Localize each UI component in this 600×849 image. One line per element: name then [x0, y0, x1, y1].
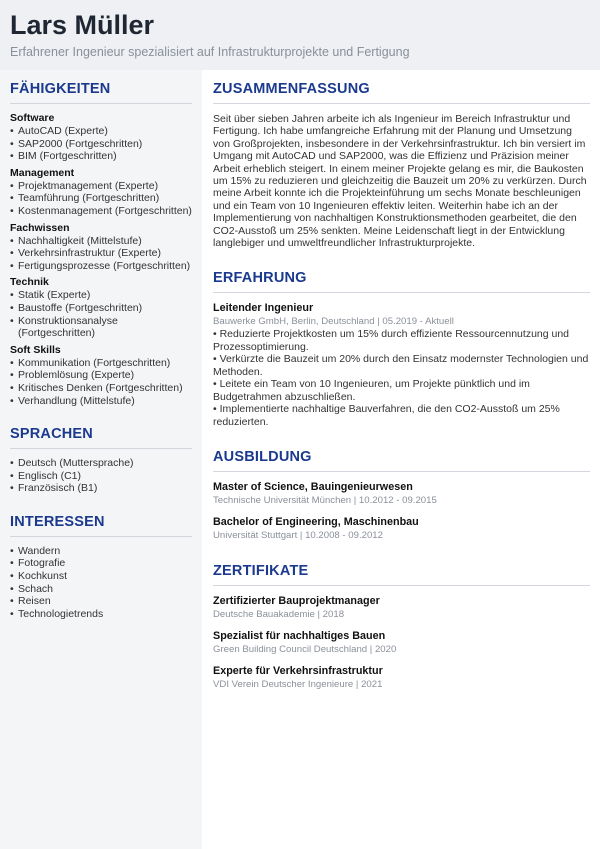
bullet-dot: •	[10, 582, 14, 595]
list-item-text: Französisch (B1)	[18, 482, 98, 495]
job-bullets	[213, 328, 590, 428]
list-item-text: Reisen	[18, 595, 51, 608]
degree-title: Bachelor of Engineering, Maschinenbau	[213, 516, 419, 529]
certificate-meta: VDI Verein Deutscher Ingenieure | 2021	[213, 679, 383, 691]
experience-list	[213, 302, 590, 428]
experience-section	[213, 269, 590, 428]
list-item	[10, 570, 192, 583]
list-item-text: Projektmanagement (Experte)	[18, 179, 159, 192]
education-entry	[213, 516, 590, 542]
list-item	[10, 395, 192, 408]
bullet-dot: •	[10, 356, 14, 369]
interests-list	[10, 545, 192, 621]
skill-category-list	[10, 289, 192, 339]
skill-category-title: Soft Skills	[10, 343, 61, 356]
education-entry	[213, 481, 590, 507]
bullet-dot: •	[10, 204, 14, 217]
experience-title: ERFAHRUNG	[213, 269, 590, 293]
certificate-meta: Deutsche Bauakademie | 2018	[213, 609, 345, 621]
summary-text: Seit über sieben Jahren arbeite ich als Ingenieur im Bereich Infrastruktur und Fertigung. Ich habe umfangreiche Erfahrung mit der Planung und Umsetzung von Großprojekten, insbesondere in der Verkehrsinfrastruktur. Ich bin versiert im Umgang mit AutoCAD und SAP2000, was die Effizienz und Präzision meiner Arbeit erheblich steigert. In einem meiner Projekte gelang es mir, die Baukosten um 15% zu reduzieren und gleichzeitig die Bauzeit um 20% zu verkürzen. Durch meine Arbeit konnte ich die Projekteinführung um sechs Monate beschleunigen und ein Team von 10 Ingenieuren effektiv leiten. Weiterhin habe ich an der Implementierung von nachhaltigen Konstruktionsmethoden gearbeitet, die den CO2-Ausstoß um 25% senkten. Meine Leidenschaft liegt in der Entwicklung langlebiger und umweltfreundlicher Infrastrukturprojekte.	[213, 113, 587, 250]
bullet-dot: •	[10, 137, 14, 150]
list-item	[10, 369, 192, 382]
list-item	[10, 150, 192, 163]
bullet-dot: •	[10, 607, 14, 620]
list-item	[10, 595, 192, 608]
bullet-dot: •	[10, 125, 14, 137]
list-item	[10, 192, 192, 205]
list-item-text: Kostenmanagement (Fortgeschritten)	[18, 204, 192, 217]
bullet-dot: •	[10, 457, 14, 470]
list-item	[10, 357, 192, 370]
languages-section	[10, 425, 192, 495]
degree-meta: Technische Universität München | 10.2012 - 09.2015	[213, 495, 437, 507]
education-section	[213, 448, 590, 542]
list-item-text: Technologietrends	[18, 607, 104, 620]
resume-header	[0, 0, 600, 70]
main-content	[202, 70, 600, 849]
certificate-meta: Green Building Council Deutschland | 2020	[213, 644, 397, 656]
certificate-entry	[213, 595, 590, 621]
list-item	[10, 125, 192, 138]
list-item	[10, 482, 192, 495]
interests-section	[10, 513, 192, 621]
degree-title: Master of Science, Bauingenieurwesen	[213, 481, 413, 494]
skill-category-list	[10, 180, 192, 218]
skill-category-title: Fachwissen	[10, 221, 70, 234]
list-item-text: Kritisches Denken (Fortgeschritten)	[18, 381, 183, 394]
languages-title: SPRACHEN	[10, 425, 192, 449]
list-item-text: Teamführung (Fortgeschritten)	[18, 192, 160, 205]
bullet-dot: •	[10, 469, 14, 482]
education-list	[213, 481, 590, 542]
list-item-text: Englisch (C1)	[18, 469, 82, 482]
summary-section	[213, 80, 590, 249]
list-item-text: Problemlösung (Experte)	[18, 369, 135, 382]
list-item-text: Verkehrsinfrastruktur (Experte)	[18, 247, 161, 260]
bullet-dot: •	[10, 314, 14, 327]
bullet-dot: •	[10, 595, 14, 608]
sidebar	[0, 70, 202, 849]
list-item-text: Fertigungsprozesse (Fortgeschritten)	[18, 259, 191, 272]
list-item-text: SAP2000 (Fortgeschritten)	[18, 137, 143, 150]
certificate-entry	[213, 630, 590, 656]
job-bullet: • Implementierte nachhaltige Bauverfahren, die den CO2-Ausstoß um 25% reduzierten.	[213, 403, 560, 428]
bullet-dot: •	[10, 289, 14, 302]
bullet-dot: •	[10, 369, 14, 382]
list-item	[10, 302, 192, 315]
skill-category-title: Technik	[10, 276, 49, 289]
job-bullet: • Reduzierte Projektkosten um 15% durch effiziente Ressourcennutzung und Prozessoptimierung.	[213, 328, 570, 353]
list-item-text: Nachhaltigkeit (Mittelstufe)	[18, 234, 142, 247]
bullet-dot: •	[10, 192, 14, 205]
skill-category-title: Software	[10, 112, 55, 124]
bullet-dot: •	[10, 381, 14, 394]
list-item-text: AutoCAD (Experte)	[18, 125, 108, 137]
skill-category-list	[10, 235, 192, 273]
bullet-dot: •	[10, 557, 14, 570]
skill-category-title: Management	[10, 166, 75, 179]
certificates-list	[213, 595, 590, 691]
bullet-dot: •	[10, 394, 14, 407]
list-item	[10, 247, 192, 260]
interests-title: INTERESSEN	[10, 513, 192, 537]
list-item	[10, 289, 192, 302]
list-item-text: Schach	[18, 582, 54, 595]
skills-title: FÄHIGKEITEN	[10, 80, 192, 104]
experience-entry	[213, 302, 590, 428]
bullet-dot: •	[10, 482, 14, 495]
job-title: Leitender Ingenieur	[213, 302, 314, 315]
list-item	[10, 583, 192, 596]
list-item	[10, 180, 192, 193]
skills-list	[10, 112, 192, 407]
job-bullet: • Verkürzte die Bauzeit um 20% durch den Einsatz modernster Technologien und Methoden.	[213, 353, 589, 378]
certificate-title: Spezialist für nachhaltiges Bauen	[213, 630, 386, 643]
list-item-text: Kochkunst	[18, 570, 68, 583]
list-item-text: Fotografie	[18, 557, 66, 570]
job-bullet: • Leitete ein Team von 10 Ingenieuren, um Projekte pünktlich und im Budgetrahmen abzuschließen.	[213, 378, 530, 403]
list-item-text: BIM (Fortgeschritten)	[18, 150, 117, 163]
bullet-dot: •	[10, 234, 14, 247]
skill-category-list	[10, 357, 192, 407]
certificates-section	[213, 562, 590, 691]
certificate-title: Experte für Verkehrsinfrastruktur	[213, 665, 383, 678]
certificate-title: Zertifizierter Bauprojektmanager	[213, 595, 380, 608]
list-item-text: Verhandlung (Mittelstufe)	[18, 394, 135, 407]
list-item-text: Konstruktionsanalyse (Fortgeschritten)	[18, 314, 118, 340]
list-item	[10, 235, 192, 248]
bullet-dot: •	[10, 570, 14, 583]
list-item-text: Baustoffe (Fortgeschritten)	[18, 301, 143, 314]
education-title: AUSBILDUNG	[213, 448, 590, 472]
list-item	[10, 545, 192, 558]
list-item	[10, 470, 192, 483]
resume-body	[0, 70, 600, 849]
languages-list	[10, 457, 192, 495]
list-item	[10, 138, 192, 151]
list-item	[10, 557, 192, 570]
bullet-dot: •	[10, 247, 14, 260]
summary-title: ZUSAMMENFASSUNG	[213, 80, 590, 104]
bullet-dot: •	[10, 544, 14, 557]
certificate-entry	[213, 665, 590, 691]
list-item-text: Deutsch (Muttersprache)	[18, 457, 134, 470]
bullet-dot: •	[10, 179, 14, 192]
list-item	[10, 382, 192, 395]
certificates-title: ZERTIFIKATE	[213, 562, 590, 586]
list-item	[10, 205, 192, 218]
job-meta: Bauwerke GmbH, Berlin, Deutschland | 05.2019 - Aktuell	[213, 316, 454, 328]
list-item-text: Wandern	[18, 544, 61, 557]
list-item	[10, 315, 192, 340]
list-item-text: Kommunikation (Fortgeschritten)	[18, 356, 171, 369]
bullet-dot: •	[10, 301, 14, 314]
list-item	[10, 457, 192, 470]
skill-category-list	[10, 125, 192, 163]
list-item	[10, 260, 192, 273]
person-name: Lars Müller	[10, 10, 155, 40]
degree-meta: Universität Stuttgart | 10.2008 - 09.2012	[213, 530, 383, 542]
bullet-dot: •	[10, 259, 14, 272]
bullet-dot: •	[10, 150, 14, 163]
list-item	[10, 608, 192, 621]
list-item-text: Statik (Experte)	[18, 289, 91, 302]
person-subtitle: Erfahrener Ingenieur spezialisiert auf Infrastrukturprojekte und Fertigung	[10, 45, 410, 59]
skills-section	[10, 80, 192, 407]
